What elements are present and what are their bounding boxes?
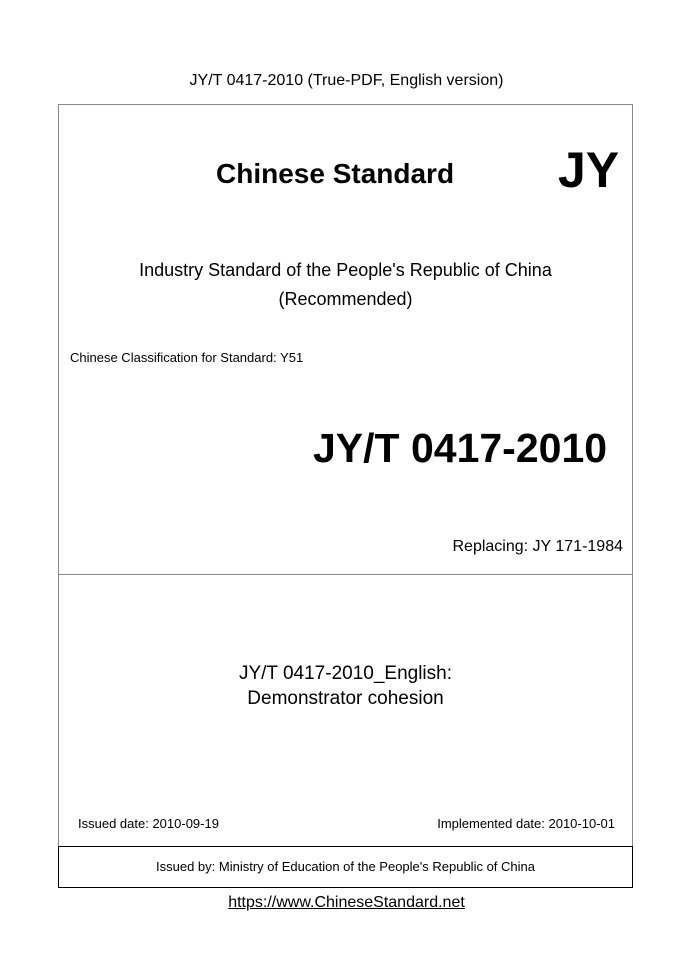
replacing-text: Replacing: JY 171-1984: [452, 538, 623, 555]
standard-number: JY/T 0417-2010: [313, 425, 608, 471]
website-link[interactable]: https://www.ChineseStandard.net: [228, 894, 465, 911]
standard-status: (Recommended): [278, 289, 413, 309]
document-title-line2: Demonstrator cohesion: [247, 688, 444, 709]
issuer-text: Issued by: Ministry of Education of the People's Republic of China: [156, 859, 535, 874]
document-title-line1: JY/T 0417-2010_English:: [238, 663, 453, 684]
footer: [0, 893, 693, 913]
issuer-box: [58, 846, 633, 888]
standard-type: Industry Standard of the People's Republic of China: [139, 260, 552, 280]
page-header: JY/T 0417-2010 (True-PDF, English version): [189, 72, 504, 89]
classification-text: Chinese Classification for Standard: Y51: [70, 350, 304, 365]
cover-title: Chinese Standard: [216, 158, 455, 189]
implemented-date: Implemented date: 2010-10-01: [437, 816, 615, 831]
standard-code-logo: JY: [558, 142, 620, 198]
issued-date: Issued date: 2010-09-19: [78, 816, 219, 831]
